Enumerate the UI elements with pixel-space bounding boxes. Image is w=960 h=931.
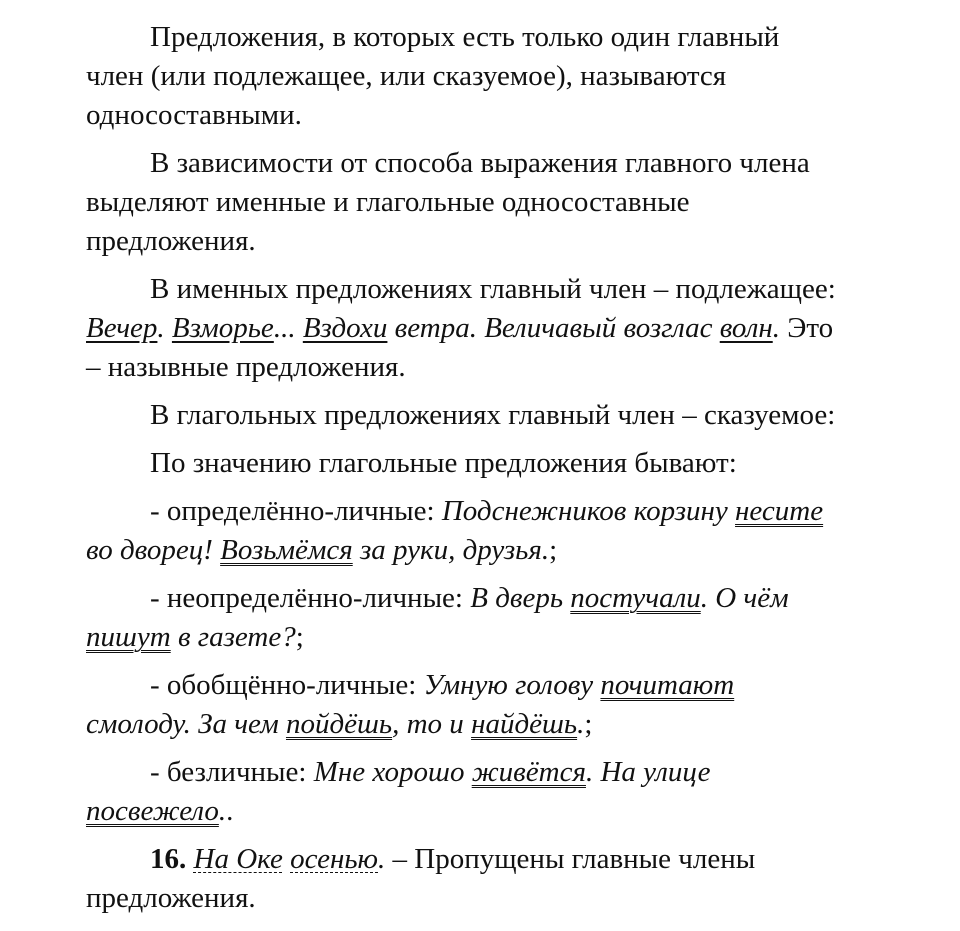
punctuation: ; [584, 708, 593, 740]
paragraph-nominal [86, 270, 956, 387]
example-text: в газете? [170, 621, 296, 653]
example-line [86, 309, 956, 348]
example-text: Подснежников корзину [441, 495, 736, 527]
example-text: Мне хорошо [313, 756, 472, 788]
predicate-word: найдёшь [471, 708, 578, 740]
textbook-page [86, 18, 956, 918]
predicate-word: несите [735, 495, 824, 527]
example-text: . [772, 312, 780, 344]
item-definite-personal [86, 492, 956, 570]
subject-word: волн [719, 312, 773, 344]
example-text: . [218, 795, 227, 827]
item-label: - определённо-личные: [150, 495, 442, 527]
subject-word: Взморье [171, 312, 274, 344]
text-line [86, 705, 956, 744]
predicate-word: живётся [471, 756, 586, 788]
text-line [86, 531, 956, 570]
text-line: предложения. [86, 882, 256, 914]
text-line [86, 618, 956, 657]
text-line [86, 579, 956, 618]
text-line [86, 792, 956, 831]
text-fragment: – Пропущены главные члены [385, 843, 756, 875]
text-line: член (или подлежащее, или сказуемое), называются [86, 60, 727, 92]
text-fragment: Это [779, 312, 834, 344]
text-line [86, 753, 956, 792]
text-line [86, 666, 956, 705]
paragraph-types-intro: По значению глагольные предложения бывают: [150, 447, 737, 479]
predicate-word: Возьмёмся [220, 534, 353, 566]
predicate-word: пишут [86, 621, 171, 653]
predicate-word: почитают [600, 669, 735, 701]
text-line: В именных предложениях главный член – подлежащее: [150, 273, 836, 305]
example-text: . [378, 843, 386, 875]
text-line [86, 492, 956, 531]
predicate-word: пойдёшь [285, 708, 393, 740]
example-text: смолоду. За чем [86, 708, 286, 740]
paragraph-classification [86, 144, 956, 261]
predicate-word: посвежело [86, 795, 219, 827]
text-line: предложения. [86, 225, 256, 257]
exercise-16 [86, 840, 956, 918]
text-line: Предложения, в которых есть только один главный [150, 21, 780, 53]
text-line: выделяют именные и глагольные односоставные [86, 186, 690, 218]
example-text: за руки, друзья. [352, 534, 550, 566]
example-text: . [577, 708, 585, 740]
item-indefinite-personal [86, 579, 956, 657]
example-text: . На улице [585, 756, 711, 788]
example-text: , то и [392, 708, 472, 740]
example-text: ... [273, 312, 303, 344]
punctuation: . [226, 795, 234, 827]
punctuation: ; [549, 534, 558, 566]
text-line: односоставными. [86, 99, 302, 131]
example-text: во дворец! [86, 534, 221, 566]
exercise-number: 16. [150, 843, 187, 875]
example-text: ветра. Величавый возглас [387, 312, 720, 344]
item-label: - обобщённо-личные: [150, 669, 424, 701]
subject-word: Вздохи [302, 312, 388, 344]
example-text: . О чём [700, 582, 789, 614]
predicate-word: постучали [570, 582, 701, 614]
item-label: - безличные: [150, 756, 314, 788]
item-impersonal [86, 753, 956, 831]
paragraph-verbal: В глагольных предложениях главный член – сказуемое: [150, 399, 836, 431]
punctuation: ; [295, 621, 304, 653]
text-line: В зависимости от способа выражения главного члена [150, 147, 810, 179]
item-label: - неопределённо-личные: [150, 582, 471, 614]
item-generalized-personal [86, 666, 956, 744]
example-text: В дверь [470, 582, 571, 614]
text-line: – назывные предложения. [86, 351, 406, 383]
text-line [86, 840, 956, 879]
adverbial-word: осенью [290, 843, 379, 875]
example-text: Умную голову [423, 669, 601, 701]
example-text: . [157, 312, 172, 344]
subject-word: Вечер [86, 312, 158, 344]
adverbial-word: На Оке [193, 843, 283, 875]
paragraph-definition [86, 18, 956, 135]
